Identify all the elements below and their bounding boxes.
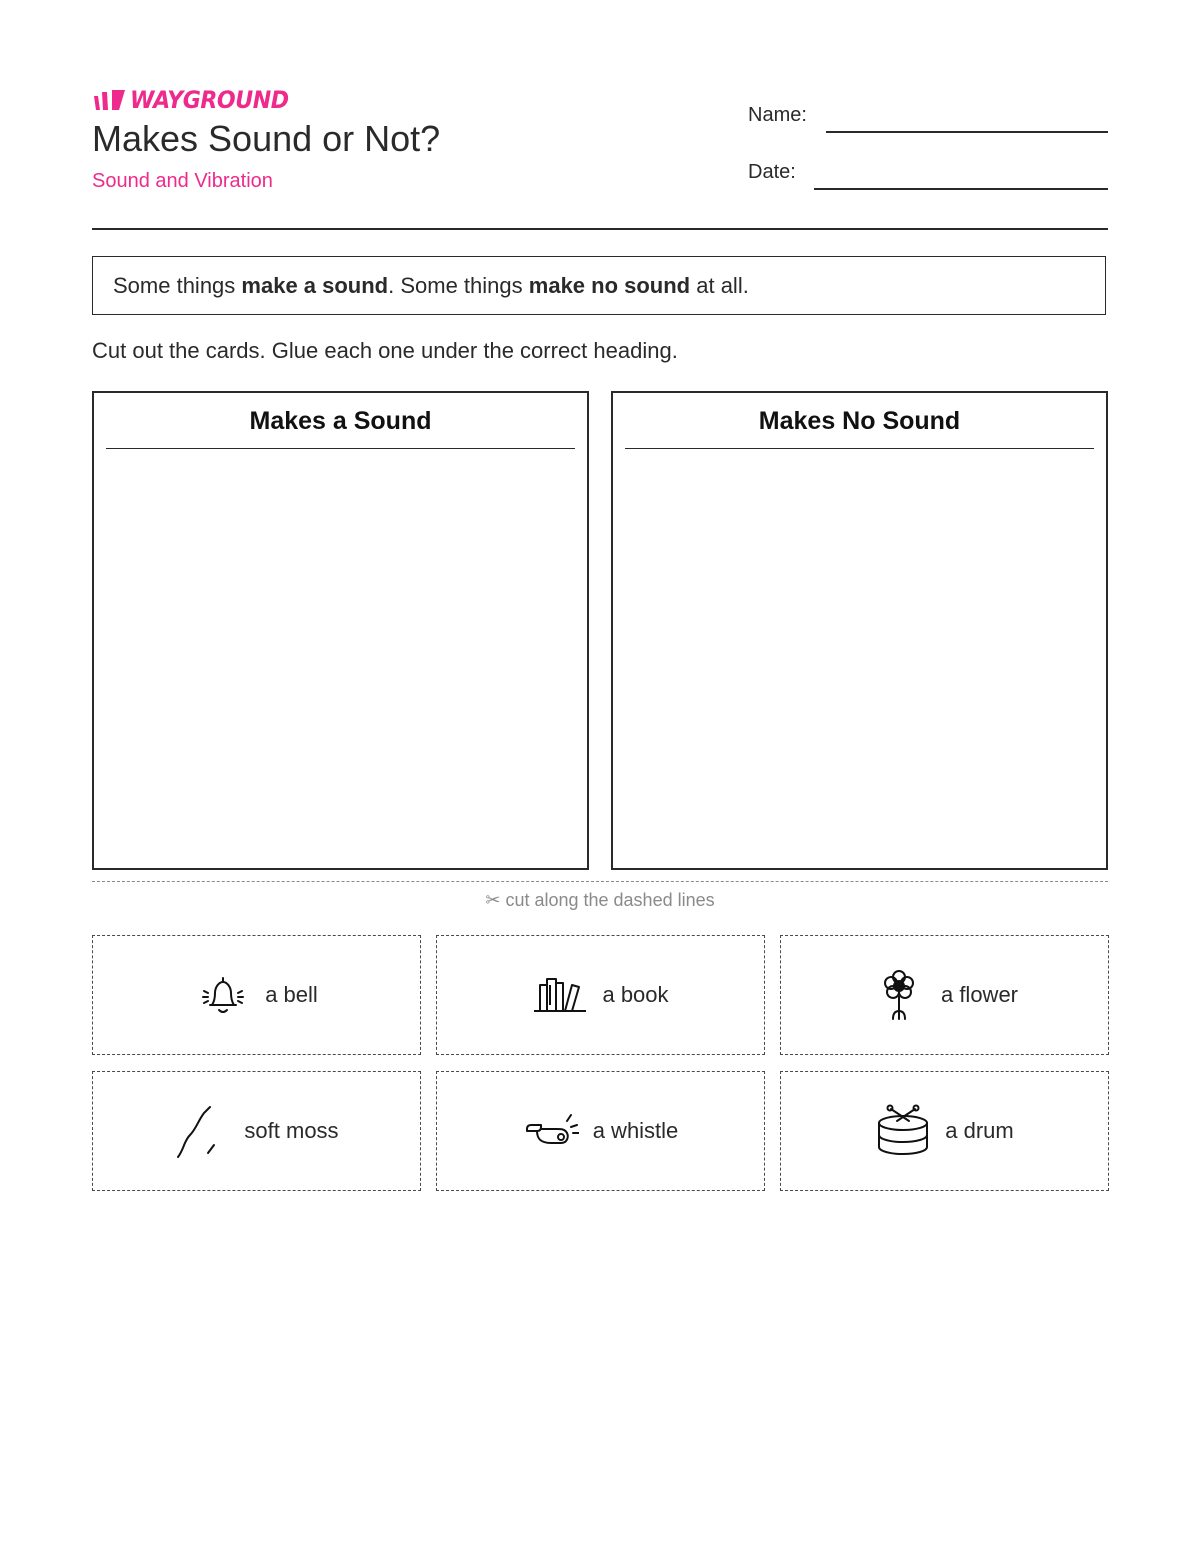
makes-sound-column[interactable] (92, 391, 589, 870)
wayground-logo-icon (92, 88, 128, 112)
moss-icon (174, 1103, 230, 1159)
cut-line (92, 881, 1108, 882)
name-field[interactable] (826, 131, 1108, 133)
makes-sound-heading: Makes a Sound (106, 407, 575, 449)
instruction-text-2: . Some things (388, 272, 529, 298)
worksheet-title: Makes Sound or Not? (92, 118, 441, 159)
makes-no-sound-heading: Makes No Sound (625, 407, 1094, 449)
makes-no-sound-column[interactable] (611, 391, 1108, 870)
books-icon (532, 967, 588, 1023)
directions-text: Cut out the cards. Glue each one under the correct heading. (92, 338, 678, 363)
instruction-text-1: Some things (113, 272, 242, 298)
instruction-text-3: at all. (690, 272, 749, 298)
card-label: a drum (945, 1118, 1014, 1143)
instruction-bold-2: make no sound (528, 272, 691, 298)
whistle-icon (523, 1103, 579, 1159)
card-label: a flower (940, 982, 1019, 1007)
brand-logo (92, 86, 302, 114)
brand-name: WAYGROUND (130, 86, 289, 114)
card-label: a whistle (592, 1118, 679, 1143)
card-label: soft moss (244, 1118, 339, 1143)
instruction-bold-1: make a sound (241, 272, 389, 298)
card-moss[interactable] (92, 1071, 421, 1191)
bell-icon (195, 967, 251, 1023)
header-divider (92, 228, 1108, 230)
card-drum[interactable] (780, 1071, 1109, 1191)
cut-note: ✂ cut along the dashed lines (485, 890, 715, 910)
instruction-box (92, 256, 1106, 315)
card-label: a bell (265, 982, 318, 1007)
date-label: Date: (748, 161, 796, 183)
card-book[interactable] (436, 935, 765, 1055)
card-bell[interactable] (92, 935, 421, 1055)
card-whistle[interactable] (436, 1071, 765, 1191)
flower-icon (871, 967, 927, 1023)
card-label: a book (602, 982, 669, 1007)
card-flower[interactable] (780, 935, 1109, 1055)
name-label: Name: (748, 104, 807, 126)
date-field[interactable] (814, 188, 1108, 190)
worksheet-subtitle: Sound and Vibration (92, 170, 273, 192)
drum-icon (875, 1103, 931, 1159)
